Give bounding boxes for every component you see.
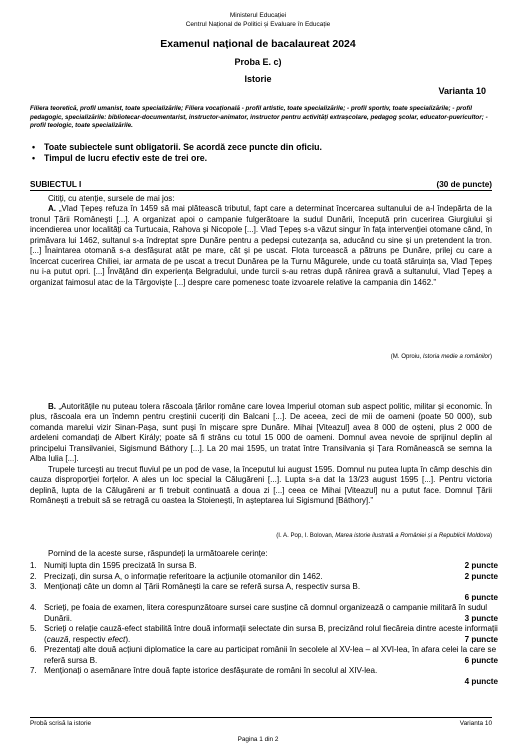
question-item: 3. Menționați câte un domn al Țării Românești la care se referă sursa A, respectiv sursa B. 6 puncte <box>30 582 498 602</box>
question-points: 6 puncte <box>464 592 498 602</box>
question-item: 4. Scrieți, pe foaia de examen, litera corespunzătoare sursei care susține că domnul organizează o campanie militară în sudul Dunării. 3 puncte <box>30 603 498 623</box>
page-number: Pagina 1 din 2 <box>237 736 279 743</box>
source-b-para1: B. „Autoritățile nu puteau tolera răscoala țărilor române care lovea Imperiul otoman sub aspect politic, militar și economic. În plus, răscoala era un îndemn pentru creștinii cuceriți din Balcani [...]. De aceea, zeci de mii de oameni (poate 50 000), sub comanda marelui vizir Sinan-Pașa, sunt puși în mișcare spre Dunăre. Mihai [Viteazul] avea 8 000 de oșteni, plus 2 000 de ardeleni comandați de Albert Király; poate să fi strâns cu totul 15 000 de oameni. Domnul avea nevoie de sprijinul deplin al principelui Transilvaniei, Sigismund Báthory [...]. La 20 mai 1595, un tratat între Transilvania și Țara Românească se semna la Alba Iulia [...]. <box>30 402 492 464</box>
bullet-icon: • <box>32 142 36 152</box>
questions-list <box>30 561 498 687</box>
page-footer <box>30 717 492 727</box>
source-a-block <box>30 194 492 288</box>
intro-text: Citiți, cu atenție, sursele de mai jos: <box>48 194 175 203</box>
source-a-text: A. „Vlad Țepeș refuza în 1459 să mai plătească tributul, fapt care a determinat încercarea sultanului de a-l îndepărta de la tronul Țării Românești [...]. A organizat apoi o campanie fulgerătoare la sudul Dunării, începută prin cucerirea Giurgiului și incendierea unor localități ca Turtucaia, Rahova și Nicopole [...]. Vlad Țepeș s-a văzut singur în fața intervenției otomane când, în primăvara lui 1462, sultanul s-a îndreptat spre Dunăre pentru a pedepsi cutezanța sa, aducând cu sine și un pretendent la tron. [...] Înaintarea otomană s-a desfășurat atât pe mare, cât și pe uscat. Flota turcească a pătruns pe Dunăre, prilej cu care a încercat cucerirea Chiliei, iar armata de pe uscat a trecut Dunărea pe la Turnu Măgurele, unde cu toată stăruința sa, Vlad Țepeș nu i-a putut opri. [...] Învățând din experiența Belgradului, unde turcii s-au retras după rânirea gravă a sultanului, Vlad Țepeș a organizat faimosul atac de la Târgoviște [...] despre care pomenesc toate izvoarele relative la campania din 1462.” <box>30 204 492 287</box>
question-item: 2. Precizați, din sursa A, o informație referitoare la acțiunile otomanilor din 1462. 2 puncte <box>30 571 498 581</box>
source-a-label: A. <box>48 204 57 214</box>
question-item: 5. Scrieți o relație cauză-efect stabilită între două informații selectate din sursa B, precizând rolul fiecăreia dintre aceste informații (cauză, respectiv efect). 7 puncte <box>30 624 498 644</box>
question-points: 4 puncte <box>464 676 498 686</box>
center-name: Centrul Național de Politici și Evaluare în Educație <box>185 20 331 28</box>
question-points: 2 puncte <box>464 571 498 581</box>
proba-label: Proba E. c) <box>234 57 282 67</box>
footer-variant: Varianta 10 <box>459 720 492 727</box>
source-b-label: B. <box>48 402 57 411</box>
section-heading <box>30 180 492 191</box>
source-a-citation: (M. Oproiu, Istoria medie a românilor) <box>390 353 492 360</box>
question-points: 6 puncte <box>464 655 498 665</box>
bullet-icon: • <box>32 153 36 163</box>
question-item: 1. Numiți lupta din 1595 precizată în sursa B. 2 puncte <box>30 561 498 570</box>
question-points: 7 puncte <box>464 634 498 644</box>
question-points: 2 puncte <box>464 561 498 570</box>
instructions: Pornind de la aceste surse, răspundeți la următoarele cerințe: <box>48 549 268 558</box>
variant-label: Varianta 10 <box>438 86 486 96</box>
section-title: SUBIECTUL I <box>30 180 82 189</box>
ministry-header <box>0 12 516 29</box>
source-b-para2: Trupele turcești au trecut fluviul pe un pod de vase, la începutul lui august 1595. Domnul nu putea lupta în câmp deschis din cauza disproporției forțelor. A ales un loc special la Călugăreni [...]. Lupta s-a dat la 13/23 august 1595 [...]. Pentru victoria deplină, lupta de la Călugăreni ar fi trebuit continuată a doua zi [...] ceea ce Mihai [Viteazul] nu a putut face. Domnul Țării Românești a trebuit să se retragă cu oastea la Stoienești, în așteptarea lui Sigismund [Báthory].” <box>30 464 492 506</box>
source-b-block <box>30 402 492 507</box>
section-points: (30 de puncte) <box>436 180 492 189</box>
footer-subject: Probă scrisă la istorie <box>30 720 92 727</box>
exam-title: Examenul național de bacalaureat 2024 <box>160 38 356 50</box>
question-points: 3 puncte <box>464 613 498 623</box>
source-b-citation: (I. A. Pop, I. Bolovan, Marea istorie ilustrată a României și a Republicii Moldova) <box>276 532 492 539</box>
question-item: 6. Prezentați alte două acțiuni diplomatice la care au participat românii în secolele al XV-lea – al XVI-lea, în afara celei la care se referă sursa B. 6 puncte <box>30 645 498 665</box>
rule-item: • Toate subiectele sunt obligatorii. Se acordă zece puncte din oficiu. <box>32 142 322 152</box>
ministry-name: Ministerul Educației <box>229 12 287 19</box>
rule-item: • Timpul de lucru efectiv este de trei ore. <box>32 153 208 163</box>
rules-list <box>30 142 500 164</box>
subject-label: Istorie <box>244 74 272 84</box>
filiera-text: Filiera teoretică, profil umanist, toate specializările; Filiera vocațională - profil artistic, toate specializările; - profil sportiv, toate specializările; - profil pedagogic, specializările: bibliotecar-documentarist, instructor-animator, instructor pentru activități extrașcolare, pedagog școlar, educator-puericultor; - profil teologic, toate specializările. <box>30 105 488 130</box>
question-item: 7. Menționați o asemănare între două fapte istorice desfășurate de români în secolul al XIV-lea. 4 puncte <box>30 666 498 686</box>
